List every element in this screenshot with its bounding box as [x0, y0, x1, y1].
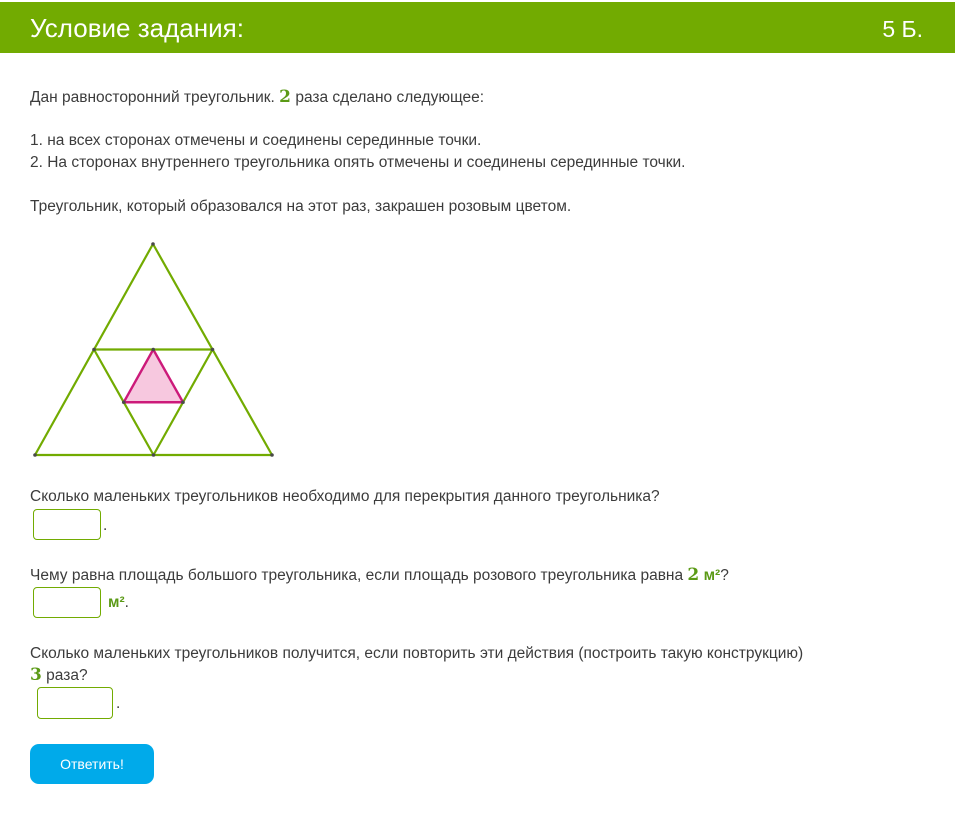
intro-suffix: раза сделано следующее:: [291, 89, 485, 106]
question-2-prefix: Чему равна площадь большого треугольника, если площадь розового треугольника равна: [30, 567, 688, 584]
task-title: Условие задания:: [30, 13, 244, 43]
task-points: 5 Б.: [882, 16, 923, 42]
step-2: 2. На сторонах внутреннего треугольника опять отмечены и соединены серединные точки.: [30, 154, 686, 171]
answer-2-input[interactable]: [33, 587, 101, 618]
answer-3-period: .: [116, 695, 121, 712]
question-3-suffix: раза?: [41, 667, 88, 684]
answer-2-period: .: [124, 594, 129, 611]
question-2-value: 2: [687, 565, 700, 585]
question-2-text: [30, 565, 729, 586]
submit-button[interactable]: Ответить!: [30, 744, 154, 784]
answer-1-period: .: [103, 517, 108, 534]
question-2-suffix: ?: [720, 567, 729, 584]
pink-triangle: [124, 350, 183, 403]
answer-2-unit: м²: [108, 594, 125, 611]
question-3-line-2: [30, 665, 88, 686]
step-1: 1. на всех сторонах отмечены и соединены серединные точки.: [30, 132, 482, 149]
question-1-text: Сколько маленьких треугольников необходимо для перекрытия данного треугольника?: [30, 488, 660, 505]
outer-vertex-1: [151, 242, 155, 246]
outer-vertex-2: [33, 453, 37, 457]
pink-vertex-3: [181, 400, 185, 404]
pink-vertex-2: [122, 400, 126, 404]
pink-vertex-1: [151, 348, 155, 352]
answer-1-input[interactable]: [33, 509, 101, 540]
question-3-line-1: Сколько маленьких треугольников получится, если повторить эти действия (построить такую конструкцию): [30, 645, 804, 662]
middle-vertex-2: [211, 348, 215, 352]
intro-prefix: Дан равносторонний треугольник.: [30, 89, 280, 106]
question-3-count: 3: [30, 665, 42, 685]
middle-vertex-1: [92, 348, 96, 352]
answer-3-input[interactable]: [37, 687, 113, 719]
middle-vertex-3: [152, 453, 156, 457]
question-2-unit: м²: [703, 567, 721, 584]
answer-2-unit-text: [108, 593, 129, 613]
outer-vertex-3: [270, 453, 274, 457]
note-text: Треугольник, который образовался на этот раз, закрашен розовым цветом.: [30, 198, 572, 215]
intro-count: 2: [279, 87, 292, 107]
